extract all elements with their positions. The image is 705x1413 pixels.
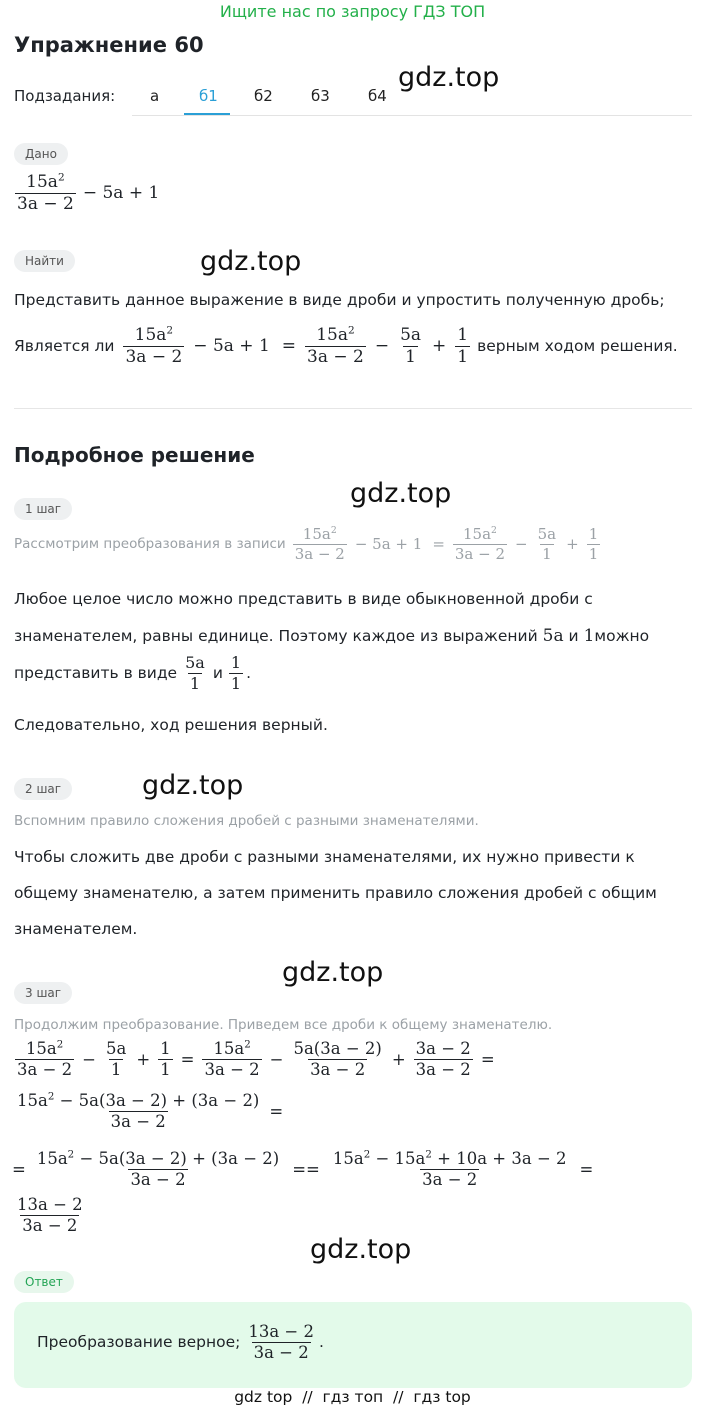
promo-banner[interactable]: Ищите нас по запросу ГДЗ ТОП [219, 2, 486, 21]
step2-p2: общему знаменателю, а затем применить правило сложения дробей с общим [14, 884, 657, 902]
tab-b4[interactable]: б4 [368, 87, 387, 105]
watermark: gdz.top [282, 957, 384, 988]
watermark: gdz.top [200, 246, 302, 277]
step2-p1: Чтобы сложить две дроби с разными знаменателями, их нужно привести к [14, 848, 635, 866]
tab-b1[interactable]: б1 [199, 87, 218, 105]
watermark: gdz.top [350, 478, 452, 509]
step3-badge: 3 шаг [14, 982, 72, 1004]
footer-links[interactable]: gdz top // гдз топ // гдз top [234, 1388, 471, 1406]
tab-b2[interactable]: б2 [254, 87, 273, 105]
find-question: Является ли $\frac{15a^2}{3a - 2}$ − 5a + 1 = $\frac{15a^2}{3a - 2}$ − $\frac{5a}{1}$ + $\frac{1}{1}$ верным ходом решения. [14, 324, 678, 367]
given-badge: Дано [14, 143, 68, 165]
find-text: Представить данное выражение в виде дроби и упростить полученную дробь; [14, 291, 665, 309]
find-badge: Найти [14, 250, 75, 272]
watermark: gdz.top [310, 1234, 412, 1265]
step1-p3: представить в виде $\frac{5a}{1}$ и $\frac{1}{1}$ . [14, 653, 252, 693]
step1-p1: Любое целое число можно представить в виде обыкновенной дроби с [14, 590, 593, 608]
given-expression: $\frac{15a^2}{3a - 2}$ − 5a + 1 [17, 171, 160, 214]
subtasks-label: Подзадания: [14, 87, 116, 105]
section-divider [14, 408, 692, 409]
step3-line2: $\frac{15a^2 - 5a(3a - 2) + (3a - 2)}{3a - 2}$ = [17, 1091, 284, 1132]
answer-content: Преобразование верное; $\frac{13a - 2}{3a - 2}$ . [37, 1322, 324, 1363]
solution-title: Подробное решение [14, 443, 255, 467]
step2-p3: знаменателем. [14, 920, 138, 938]
tab-b3[interactable]: б3 [311, 87, 330, 105]
tab-a[interactable]: а [150, 87, 160, 105]
step1-p2: знаменателем, равны единице. Поэтому каждое из выражений 5a и 1можно [14, 626, 650, 646]
step1-muted: Рассмотрим преобразования в записи $\frac{15a^2}{3a - 2}$ − 5a + 1 = $\frac{15a^2}{3a - 2}$ − $\frac{5a}{1}$ + $\frac{1}{1}$ [14, 525, 599, 563]
step3-result: $\frac{13a - 2}{3a - 2}$ [17, 1195, 83, 1236]
step3-muted: Продолжим преобразование. Приведем все дроби к общему знаменателю. [14, 1017, 553, 1033]
tabs-divider [132, 115, 692, 116]
step1-badge: 1 шаг [14, 498, 72, 520]
watermark: gdz.top [398, 62, 500, 93]
active-tab-indicator [184, 113, 230, 115]
step2-muted: Вспомним правило сложения дробей с разными знаменателями. [14, 813, 479, 829]
step2-badge: 2 шаг [14, 778, 72, 800]
page-title: Упражнение 60 [14, 33, 204, 57]
step1-conclusion: Следовательно, ход решения верный. [14, 716, 328, 734]
step3-line1: $\frac{15a^2}{3a - 2}$ − $\frac{5a}{1}$ + $\frac{1}{1}$ = $\frac{15a^2}{3a - 2}$ − $\frac{5a(3a - 2)}{3a - 2}$ + $\frac{3a - 2}{3a - 2}$ = [17, 1039, 495, 1080]
answer-badge: Ответ [14, 1271, 74, 1293]
given-fraction: $\frac{15a^2}{3a - 2}$ [17, 171, 74, 214]
watermark: gdz.top [142, 770, 244, 801]
step3-line3: = $\frac{15a^2 - 5a(3a - 2) + (3a - 2)}{3a - 2}$ == $\frac{15a^2 - 15a^2 + 10a + 3a - 2}{3a - 2}$ = [12, 1149, 594, 1190]
